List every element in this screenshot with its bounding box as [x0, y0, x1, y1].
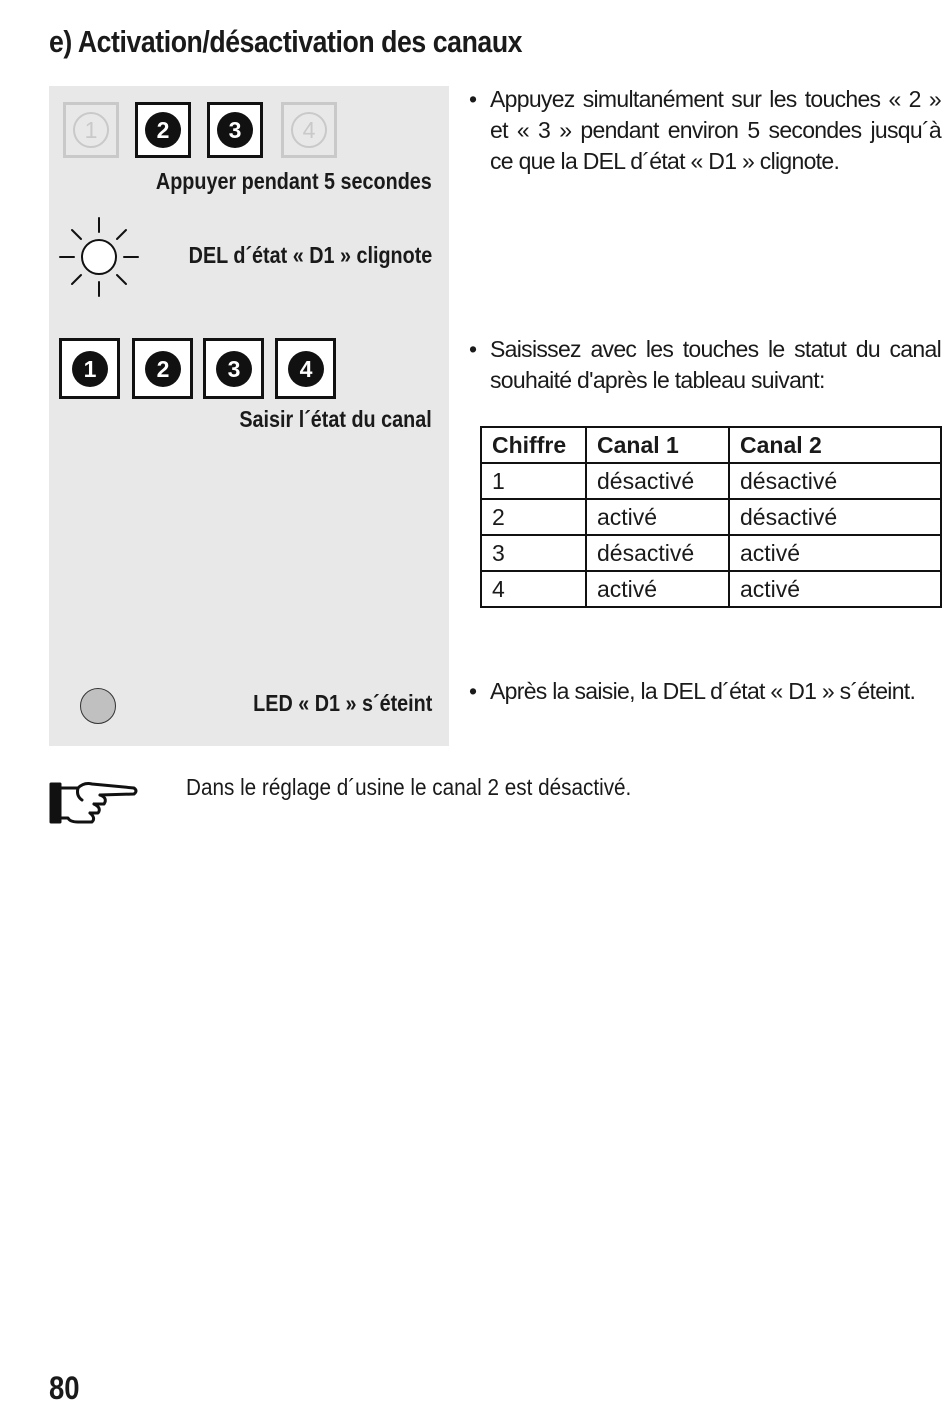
key-label: 2: [145, 351, 181, 387]
step1-caption: Appuyer pendant 5 secondes: [156, 168, 432, 194]
led-off-icon: [80, 688, 116, 724]
bullet-symbol: •: [469, 86, 478, 112]
instruction-step4: [469, 676, 941, 707]
bullet-symbol: •: [469, 336, 478, 362]
instruction-text: Saisissez avec les touches le statut du canal souhaité d'après le tableau suivant:: [490, 336, 941, 393]
table-cell: 1: [481, 463, 586, 499]
key-3-pressed: [207, 102, 263, 158]
instruction-text: Après la saisie, la DEL d´état « D1 » s´éteint.: [490, 678, 916, 704]
key-1: [59, 338, 120, 399]
key-3: [203, 338, 264, 399]
table-cell: désactivé: [729, 463, 941, 499]
table-cell: activé: [729, 571, 941, 607]
table-cell: 4: [481, 571, 586, 607]
channel-state-table: [480, 426, 942, 608]
key-1-inactive: [63, 102, 119, 158]
step3-caption: Saisir l´état du canal: [239, 406, 432, 432]
table-row: [481, 463, 941, 499]
table-row: [481, 535, 941, 571]
table-row: [481, 499, 941, 535]
bullet-symbol: •: [469, 678, 478, 704]
key-label: 1: [72, 351, 108, 387]
key-label: 1: [73, 112, 109, 148]
instruction-text: Appuyez simultanément sur les touches « 2 » et « 3 » pendant environ 5 secondes jusqu´à ce que la DEL d´état « D1 » clignote.: [490, 86, 941, 174]
page-number: 80: [49, 1370, 80, 1406]
table-cell: désactivé: [586, 535, 729, 571]
key-label: 4: [291, 112, 327, 148]
key-4-inactive: [281, 102, 337, 158]
table-cell: désactivé: [586, 463, 729, 499]
table-row: [481, 571, 941, 607]
instruction-step3: [469, 334, 941, 396]
section-heading: e) Activation/désactivation des canaux: [49, 24, 523, 59]
column-header-channel-1: Canal 1: [586, 427, 729, 463]
key-2: [132, 338, 193, 399]
step2-caption: DEL d´état « D1 » clignote: [188, 242, 432, 268]
instruction-step1: [469, 84, 941, 177]
pointing-hand-icon: [48, 778, 140, 828]
table-cell: activé: [586, 499, 729, 535]
factory-setting-note: Dans le réglage d´usine le canal 2 est désactivé.: [186, 774, 632, 800]
table-cell: désactivé: [729, 499, 941, 535]
table-cell: 3: [481, 535, 586, 571]
key-4: [275, 338, 336, 399]
blinking-led-icon: [57, 216, 141, 298]
column-header-channel-2: Canal 2: [729, 427, 941, 463]
key-label: 4: [288, 351, 324, 387]
table-header-row: [481, 427, 941, 463]
key-label: 3: [217, 112, 253, 148]
table-cell: activé: [729, 535, 941, 571]
step4-caption: LED « D1 » s´éteint: [252, 690, 432, 716]
key-label: 3: [216, 351, 252, 387]
table-cell: activé: [586, 571, 729, 607]
illustration-panel: [49, 86, 449, 746]
key-label: 2: [145, 112, 181, 148]
key-2-pressed: [135, 102, 191, 158]
column-header-digit: Chiffre: [481, 427, 586, 463]
table-cell: 2: [481, 499, 586, 535]
